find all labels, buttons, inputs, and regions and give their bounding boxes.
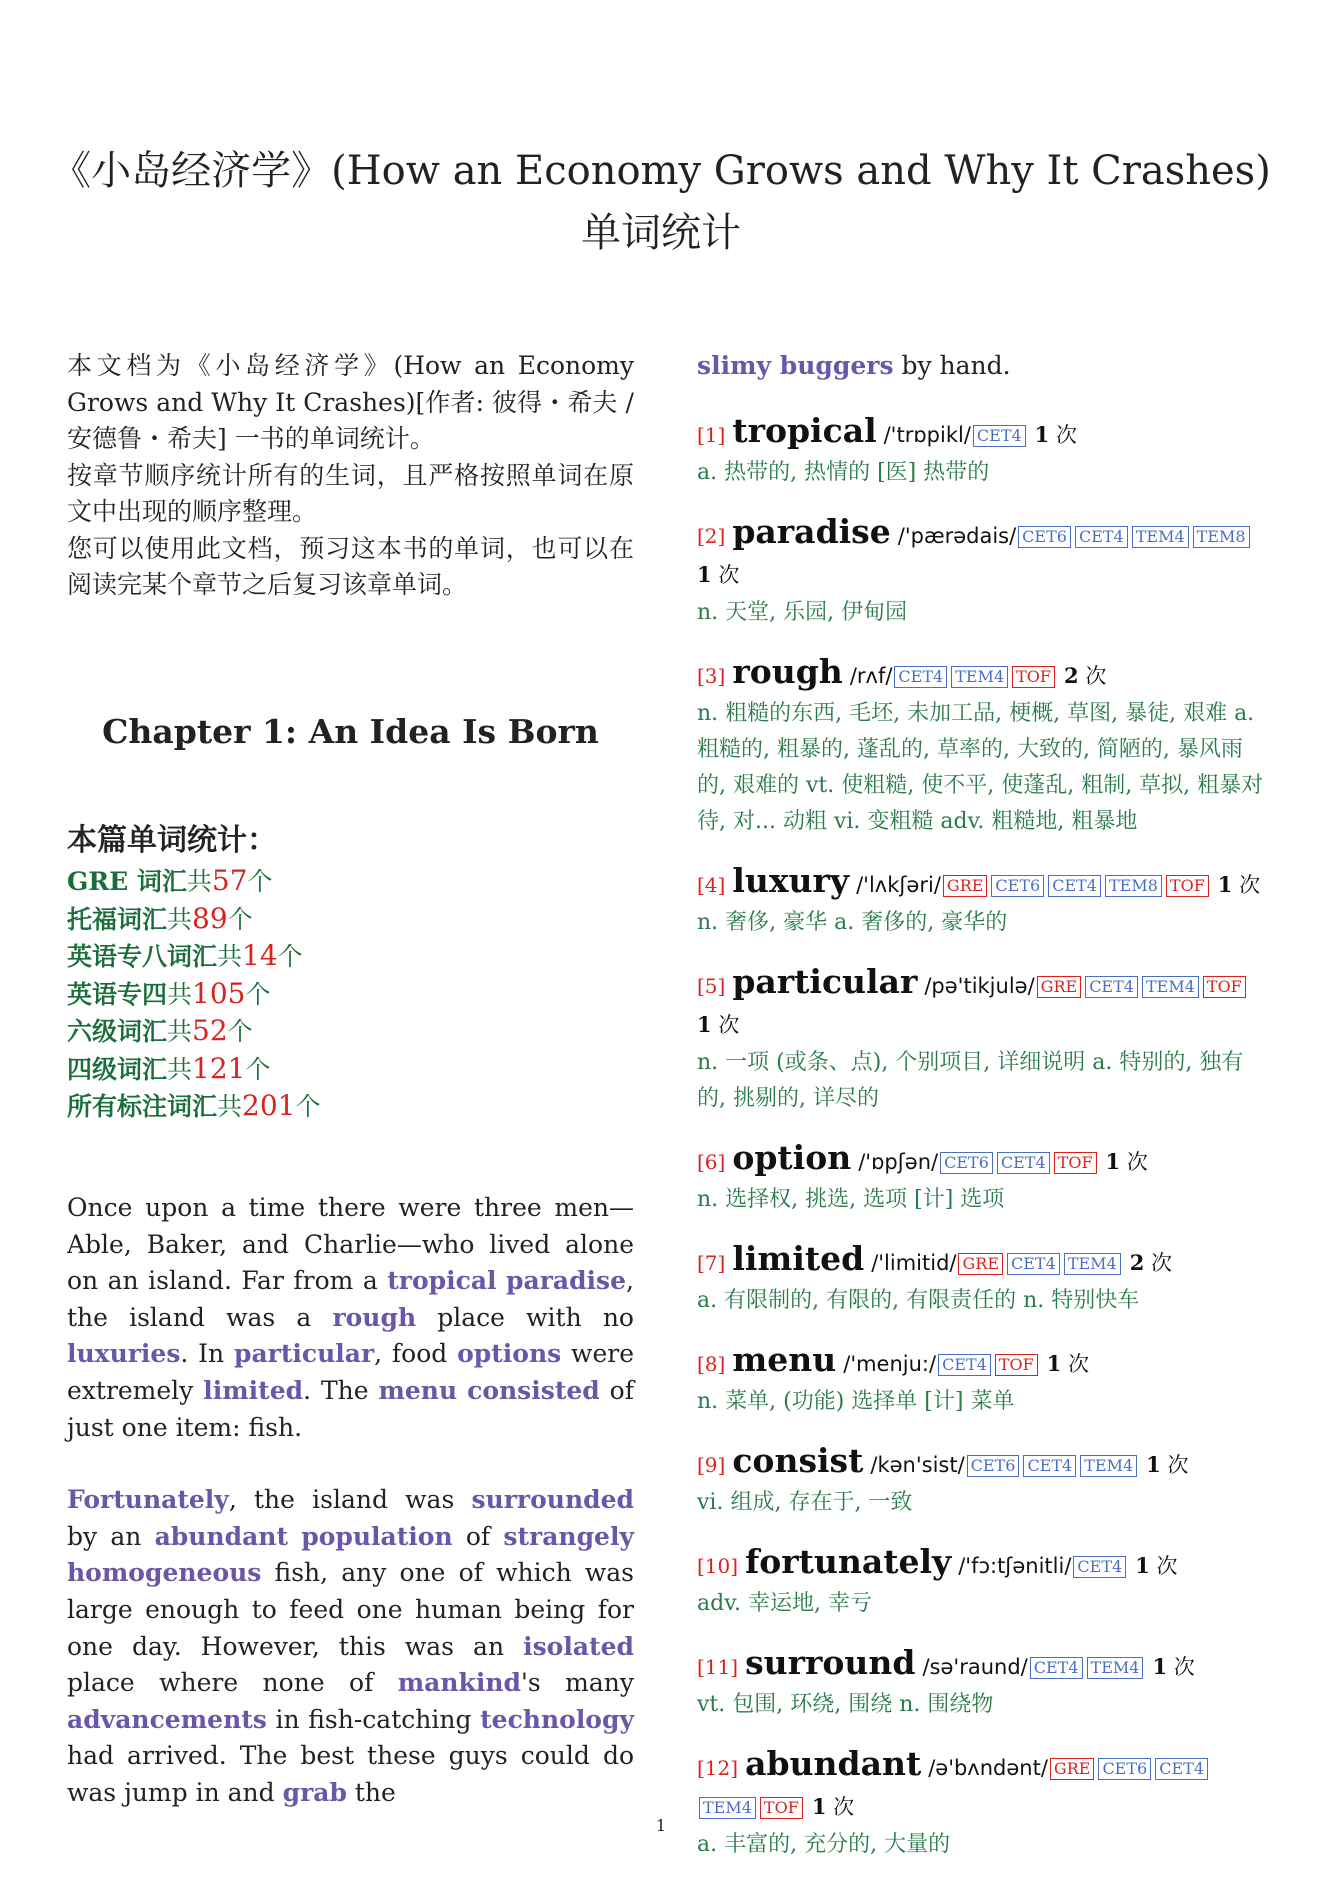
vocab-word: option <box>732 1138 852 1177</box>
stat-value: 57 <box>211 864 248 897</box>
vocab-definition: vt. 包围, 环绕, 围绕 n. 围绕物 <box>697 1692 994 1717</box>
vocab-entry-head <box>697 1644 1267 1687</box>
vocab-tag: CET4 <box>1023 1455 1076 1477</box>
vocab-index: [4] <box>697 873 726 897</box>
vocab-word: tropical <box>732 411 877 450</box>
stat-value: 89 <box>192 901 228 935</box>
chapter-title: Chapter 1: An Idea Is Born <box>102 712 599 751</box>
highlighted-word: population <box>301 1521 453 1551</box>
vocab-count: 2 次 <box>1064 663 1107 688</box>
vocab-tag: CET4 <box>1007 1253 1060 1275</box>
vocab-count: 1 次 <box>1105 1149 1148 1174</box>
highlighted-word: surrounded <box>471 1485 634 1515</box>
vocab-count: 1 次 <box>1146 1452 1189 1477</box>
vocab-entry-head <box>697 653 1267 696</box>
highlighted-word: particular <box>233 1339 375 1369</box>
vocab-tag: TEM4 <box>951 666 1008 688</box>
story-paragraph: Fortunately, the island was surrounded by an abundant population of strangely homogeneous fish, any one of which was large enough to feed one human being for one day. However, this was an isolated place where none of mankind's many advancements in fish-catching technology had arrived. The best these guys could do was jump in and grab the <box>67 1485 634 1807</box>
vocab-entry-head <box>697 1745 1267 1827</box>
vocab-definition: a. 有限制的, 有限的, 有限责任的 n. 特别快车 <box>697 1288 1140 1313</box>
vocab-tag: GRE <box>1050 1758 1095 1780</box>
vocab-tag: CET6 <box>1018 526 1071 548</box>
vocab-index: [2] <box>697 524 726 548</box>
vocab-tag: TEM4 <box>1132 526 1189 548</box>
stat-row <box>67 976 634 1014</box>
vocab-entry <box>697 1543 1267 1622</box>
vocab-tag: CET4 <box>1155 1758 1208 1780</box>
vocab-count: 1 次 <box>1152 1654 1195 1679</box>
vocab-count: 1 次 <box>1034 422 1077 447</box>
vocab-entry <box>697 653 1267 840</box>
stat-label: 英语专八词汇 <box>67 942 218 971</box>
vocab-entry <box>697 1745 1267 1863</box>
vocab-tag: GRE <box>943 875 988 897</box>
story-continuation: slimy buggers by hand. <box>697 351 1011 380</box>
stat-suffix: 共 <box>167 1017 193 1046</box>
vocabulary-list <box>697 412 1267 1863</box>
vocab-entry-head <box>697 862 1267 905</box>
vocab-entry <box>697 1644 1267 1723</box>
vocab-entry-head <box>697 1139 1267 1182</box>
highlighted-word: consisted <box>467 1375 600 1405</box>
vocab-word: menu <box>732 1340 837 1379</box>
intro-section <box>67 348 634 604</box>
vocab-entry <box>697 1442 1267 1521</box>
stat-suffix: 共 <box>217 1092 243 1121</box>
vocab-word: fortunately <box>745 1542 952 1581</box>
stat-unit: 个 <box>245 1054 271 1084</box>
vocab-index: [7] <box>697 1251 726 1275</box>
vocab-phonetic: /'pærədais/ <box>897 524 1017 548</box>
stat-value: 121 <box>192 1051 246 1085</box>
vocab-count: 1 次 <box>697 1012 740 1037</box>
stat-suffix: 共 <box>167 1054 193 1084</box>
highlighted-word: slimy buggers <box>697 351 894 380</box>
vocab-definition: adv. 幸运地, 幸亏 <box>697 1591 872 1616</box>
vocab-tag: TEM4 <box>1080 1455 1137 1477</box>
vocab-word: rough <box>732 652 843 691</box>
stat-value: 52 <box>192 1014 228 1047</box>
stat-label: 四级词汇 <box>67 1054 168 1084</box>
highlighted-word: tropical <box>387 1266 497 1296</box>
vocab-tag: TOF <box>1054 1152 1097 1174</box>
vocab-word: luxury <box>732 861 850 900</box>
vocab-index: [6] <box>697 1150 726 1174</box>
vocab-tag: CET6 <box>967 1455 1020 1477</box>
stat-value: 14 <box>242 939 278 972</box>
intro-paragraph: 您可以使用此文档，预习这本书的单词，也可以在阅读完某个章节之后复习该章单词。 <box>67 533 634 599</box>
highlighted-word: options <box>457 1339 562 1369</box>
stat-label: 所有标注词汇 <box>67 1092 218 1121</box>
stat-unit: 个 <box>247 867 273 896</box>
vocab-tag: CET4 <box>1048 875 1101 897</box>
vocab-phonetic: /'menju:/ <box>843 1352 937 1376</box>
stat-value: 105 <box>192 976 246 1010</box>
stat-row <box>67 863 634 901</box>
vocab-tag: CET4 <box>1073 1556 1126 1578</box>
vocab-count: 1 次 <box>1217 872 1261 897</box>
vocab-index: [5] <box>697 974 726 998</box>
vocab-tag: TEM8 <box>1193 526 1250 548</box>
vocab-word: paradise <box>732 512 891 551</box>
stat-suffix: 共 <box>186 867 212 896</box>
stat-label: 六级词汇 <box>67 1017 168 1046</box>
vocab-tag: TOF <box>1012 666 1055 688</box>
stats-heading: 本篇单词统计： <box>67 823 277 858</box>
vocab-phonetic: /'fɔ:tʃənitli/ <box>958 1554 1072 1578</box>
stat-unit: 个 <box>227 1017 253 1046</box>
vocab-tag: TEM8 <box>1105 875 1162 897</box>
story-paragraph: Once upon a time there were three men—Able, Baker, and Charlie—who lived alone on an island. Far from a tropical paradise, the island was a rough place with no luxuries. In particular, food options were extremely limited. The menu consisted of just one item: fish. <box>67 1193 634 1442</box>
vocab-phonetic: /ə'bʌndənt/ <box>928 1756 1048 1780</box>
highlighted-word: limited <box>203 1375 304 1405</box>
vocab-tag: GRE <box>958 1253 1003 1275</box>
stats-list <box>67 863 634 1126</box>
vocab-phonetic: /'trɒpikl/ <box>883 423 971 447</box>
vocab-word: abundant <box>745 1744 922 1783</box>
vocab-tag: TEM4 <box>699 1797 756 1819</box>
vocab-tag: CET4 <box>973 425 1026 447</box>
vocab-index: [12] <box>697 1756 739 1780</box>
vocab-entry-head <box>697 963 1267 1045</box>
vocab-definition: n. 菜单, (功能) 选择单 [计] 菜单 <box>697 1389 1015 1414</box>
vocab-tag: TEM4 <box>1142 976 1199 998</box>
stat-unit: 个 <box>295 1092 321 1121</box>
stat-row <box>67 938 634 976</box>
vocab-tag: TEM4 <box>1087 1657 1144 1679</box>
vocab-tag: CET6 <box>991 875 1044 897</box>
vocab-definition: n. 一项 (或条、点), 个别项目, 详细说明 a. 特别的, 独有的, 挑剔的, 详尽的 <box>697 1050 1244 1111</box>
vocab-tag: TEM4 <box>1064 1253 1121 1275</box>
vocab-index: [10] <box>697 1554 739 1578</box>
vocab-tag: CET4 <box>1030 1657 1083 1679</box>
vocab-entry-head <box>697 1442 1267 1485</box>
vocab-entry-head <box>697 1543 1267 1586</box>
highlighted-word: mankind <box>397 1668 522 1698</box>
vocab-tag: CET4 <box>938 1354 991 1376</box>
stat-row <box>67 1088 634 1126</box>
stat-row <box>67 901 634 939</box>
highlighted-word: homogeneous <box>67 1558 262 1588</box>
vocab-word: limited <box>732 1239 865 1278</box>
vocab-entry-head <box>697 1240 1267 1283</box>
vocab-phonetic: /kən'sist/ <box>870 1453 965 1477</box>
vocab-phonetic: /sə'raund/ <box>922 1655 1028 1679</box>
vocab-tag: TOF <box>760 1797 803 1819</box>
vocab-entry-head <box>697 412 1267 455</box>
vocab-tag: GRE <box>1037 976 1082 998</box>
highlighted-word: paradise <box>506 1266 627 1296</box>
highlighted-word: isolated <box>523 1631 634 1661</box>
stat-label: 托福词汇 <box>67 904 168 934</box>
intro-paragraph: 本文档为《小岛经济学》(How an Economy Grows and Why It Crashes)[作者: 彼得・希夫 / 安德鲁・希夫] 一书的单词统计。 <box>67 351 634 453</box>
highlighted-word: rough <box>332 1302 417 1332</box>
vocab-tag: TOF <box>995 1354 1038 1376</box>
word-stats <box>67 815 634 1126</box>
vocab-count: 1 次 <box>1046 1351 1090 1376</box>
stat-unit: 个 <box>227 904 253 934</box>
vocab-tag: TOF <box>1166 875 1209 897</box>
stat-suffix: 共 <box>167 979 193 1009</box>
vocab-phonetic: /'ɒpʃən/ <box>858 1150 939 1174</box>
vocab-entry <box>697 412 1267 491</box>
stat-unit: 个 <box>277 942 303 971</box>
vocab-entry <box>697 1240 1267 1319</box>
vocab-tag: CET4 <box>894 666 947 688</box>
vocab-index: [3] <box>697 664 726 688</box>
vocab-tag: CET4 <box>1085 976 1138 998</box>
vocab-word: particular <box>732 962 918 1001</box>
vocab-phonetic: /'lʌkʃəri/ <box>856 873 941 897</box>
document-title: 《小岛经济学》(How an Economy Grows and Why It Crashes) 单词统计 <box>51 148 1271 256</box>
vocab-phonetic: /rʌf/ <box>849 664 893 688</box>
highlighted-word: technology <box>480 1704 634 1734</box>
stat-suffix: 共 <box>167 904 193 934</box>
vocab-entry <box>697 513 1267 631</box>
vocab-tag: TOF <box>1203 976 1246 998</box>
story-text <box>67 1190 634 1848</box>
vocab-tag: CET6 <box>1098 1758 1151 1780</box>
vocab-count: 2 次 <box>1129 1250 1173 1275</box>
vocab-entry <box>697 1139 1267 1218</box>
vocab-tag: CET6 <box>940 1152 993 1174</box>
vocab-entry <box>697 1341 1267 1420</box>
vocab-definition: a. 热带的, 热情的 [医] 热带的 <box>697 460 990 485</box>
stat-label: 英语专四 <box>67 979 168 1009</box>
stat-value: 201 <box>242 1089 296 1122</box>
vocab-definition: a. 丰富的, 充分的, 大量的 <box>697 1832 951 1857</box>
vocab-definition: n. 选择权, 挑选, 选项 [计] 选项 <box>697 1187 1005 1212</box>
vocab-index: [11] <box>697 1655 739 1679</box>
vocab-word: surround <box>745 1643 916 1682</box>
vocab-tag: CET4 <box>997 1152 1050 1174</box>
vocab-count: 1 次 <box>1135 1553 1178 1578</box>
vocabulary-column <box>697 348 1267 1885</box>
highlighted-word: advancements <box>67 1704 267 1734</box>
highlighted-word: menu <box>378 1375 458 1405</box>
vocab-count: 1 次 <box>811 1794 855 1819</box>
vocab-index: [9] <box>697 1453 726 1477</box>
highlighted-word: luxuries <box>67 1339 181 1369</box>
vocab-count: 1 次 <box>697 562 740 587</box>
stat-row <box>67 1013 634 1051</box>
vocab-entry <box>697 963 1267 1117</box>
vocab-phonetic: /pə'tikjulə/ <box>924 974 1035 998</box>
highlighted-word: strangely <box>503 1521 634 1551</box>
vocab-word: consist <box>732 1441 864 1480</box>
vocab-tag: CET4 <box>1075 526 1128 548</box>
vocab-definition: n. 天堂, 乐园, 伊甸园 <box>697 600 908 625</box>
vocab-index: [1] <box>697 423 726 447</box>
highlighted-word: Fortunately <box>67 1485 229 1515</box>
vocab-phonetic: /'limitid/ <box>871 1251 957 1275</box>
highlighted-word: grab <box>282 1777 347 1807</box>
vocab-entry <box>697 862 1267 941</box>
vocab-definition: vi. 组成, 存在于, 一致 <box>697 1490 913 1515</box>
vocab-index: [8] <box>697 1352 726 1376</box>
highlighted-word: abundant <box>154 1521 289 1551</box>
vocab-definition: n. 粗糙的东西, 毛坯, 未加工品, 梗概, 草图, 暴徒, 艰难 a. 粗糙的, 粗暴的, 蓬乱的, 草率的, 大致的, 简陋的, 暴风雨的, 艰难的 vt. 使粗糙, 使不平, 使蓬乱, 粗制, 草拟, 粗暴对待, 对... 动粗 vi. 变粗糙 adv. 粗糙地, 粗暴地 <box>697 701 1264 834</box>
page-number: 1 <box>655 1816 667 1835</box>
stat-row <box>67 1051 634 1089</box>
vocab-entry-head <box>697 513 1267 595</box>
vocab-definition: n. 奢侈, 豪华 a. 奢侈的, 豪华的 <box>697 910 1008 935</box>
vocab-entry-head <box>697 1341 1267 1384</box>
intro-paragraph: 按章节顺序统计所有的生词，且严格按照单词在原文中出现的顺序整理。 <box>67 460 634 526</box>
stat-label: GRE 词汇 <box>67 867 187 896</box>
stat-suffix: 共 <box>217 942 243 971</box>
stat-unit: 个 <box>245 979 271 1009</box>
